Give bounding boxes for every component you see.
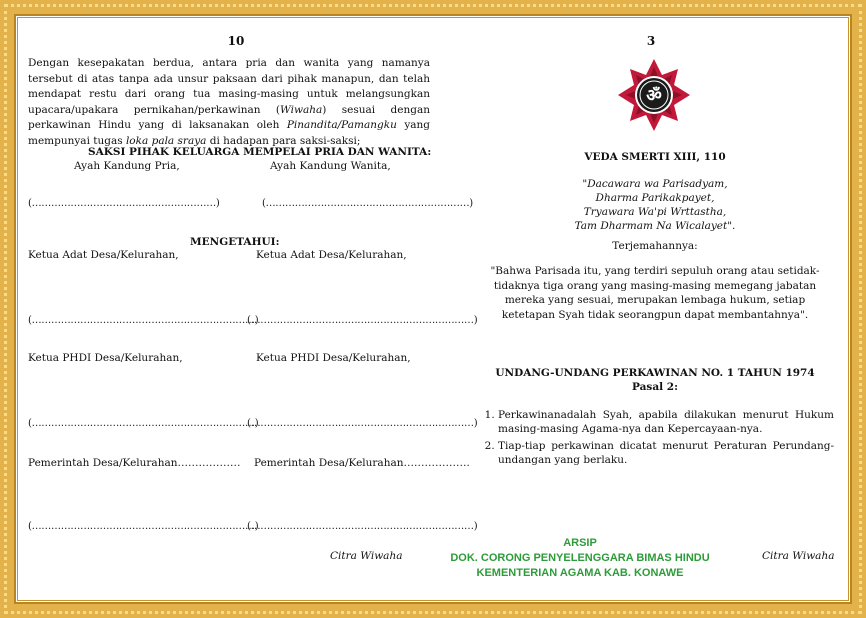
law-clauses [482, 408, 834, 470]
law-clause: 2. Tiap-tiap perkawinan dicatat menurut Peraturan Perundang-undangan yang berlaku. [498, 439, 834, 467]
law-clause: 1. Perkawinanadalah Syah, apabila dilakukan menurut Hukum masing-masing Agama-nya dan Kepercayaan-nya. [498, 408, 834, 436]
intro-pinandita: Pinandita/Pamangku [286, 119, 397, 131]
intro-paragraph [28, 56, 430, 149]
witness-heading: SAKSI PIHAK KELUARGA MEMPELAI PRIA DAN WANITA: [88, 146, 432, 158]
phdi-leader-right-label: Ketua PHDI Desa/Kelurahan, [256, 352, 411, 364]
footer-signature-right: Citra Wiwaha [762, 550, 835, 562]
page-number-left: 10 [227, 34, 245, 48]
signature-line-adat-right: (……………………………………………………………) [247, 315, 478, 326]
intro-loka: loka pala sraya [125, 134, 207, 147]
signature-line-phdi-right: (……………………………………………………………) [247, 418, 478, 429]
signature-line-gov-right: (……………………………………………………………) [247, 521, 478, 532]
adat-leader-left-label: Ketua Adat Desa/Kelurahan, [28, 249, 179, 261]
verse-line: Tam Dharmam Na Wicalayet". [574, 220, 736, 232]
veda-title: VEDA SMERTI XIII, 110 [584, 151, 726, 163]
intro-part3: yang mempunyai tugas [28, 119, 430, 147]
father-groom-label: Ayah Kandung Pria, [74, 160, 180, 172]
verse-line: Dharma Parikakpayet, [595, 192, 715, 204]
law-title: UNDANG-UNDANG PERKAWINAN NO. 1 TAHUN 1974 [495, 367, 815, 379]
signature-line-groom-father: (…………………………………………………) [28, 198, 220, 209]
adat-leader-right-label: Ketua Adat Desa/Kelurahan, [256, 249, 407, 261]
village-government-right-label: Pemerintah Desa/Kelurahan………………. [254, 457, 470, 469]
signature-line-phdi-left: (……………………………………………………………) [28, 418, 259, 429]
svg-text:ॐ: ॐ [646, 86, 662, 106]
verse-line: "Dacawara wa Parisadyam, [582, 178, 728, 190]
verse-block [560, 177, 750, 233]
translation-text: "Bahwa Parisada itu, yang terdiri sepuluh orang atau setidak-tidaknya tiga orang yang masing-masing memegang jabatan mereka yang sesuai, merupakan lembaga hukum, setiap ketetapan Syah tidak seorangpun dapat membantahnya". [490, 265, 820, 321]
signature-line-adat-left: (……………………………………………………………) [28, 315, 259, 326]
intro-part1: Dengan kesepakatan berdua, antara pria dan wanita yang namanya tersebut di atas tanpa ada unsur paksaan dari pihak manapun, dan telah mendapat restu dari orang tua masing-masing untuk melangsungkan upacara/upakara pernikahan/perkawinan ( [28, 57, 430, 116]
archive-line: ARSIP [563, 537, 597, 549]
father-bride-label: Ayah Kandung Wanita, [270, 160, 391, 172]
page-number-right: 3 [646, 34, 656, 48]
intro-part4: di hadapan para saksi-saksi; [206, 134, 361, 147]
law-article: Pasal 2: [632, 381, 678, 393]
archive-line: KEMENTERIAN AGAMA KAB. KONAWE [476, 567, 684, 579]
verse-line: Tryawara Wa'pi Wrttastha, [583, 206, 727, 218]
village-government-left-label: Pemerintah Desa/Kelurahan……………… [28, 457, 241, 469]
om-emblem-icon [617, 58, 691, 132]
translation-label: Terjemahannya: [612, 240, 698, 252]
acknowledge-heading: MENGETAHUI: [190, 236, 280, 248]
phdi-leader-left-label: Ketua PHDI Desa/Kelurahan, [28, 352, 183, 364]
footer-signature-left: Citra Wiwaha [330, 550, 403, 562]
archive-stamp [430, 536, 730, 581]
intro-wiwaha: Wiwaha [280, 103, 323, 116]
archive-line: DOK. CORONG PENYELENGGARA BIMAS HINDU [450, 552, 710, 564]
signature-line-bride-father: (………………………………………………………) [262, 198, 473, 209]
signature-line-gov-left: (……………………………………………………………) [28, 521, 259, 532]
intro-part2: ) sesuai dengan perkawinan Hindu yang di laksanakan oleh [28, 103, 430, 131]
